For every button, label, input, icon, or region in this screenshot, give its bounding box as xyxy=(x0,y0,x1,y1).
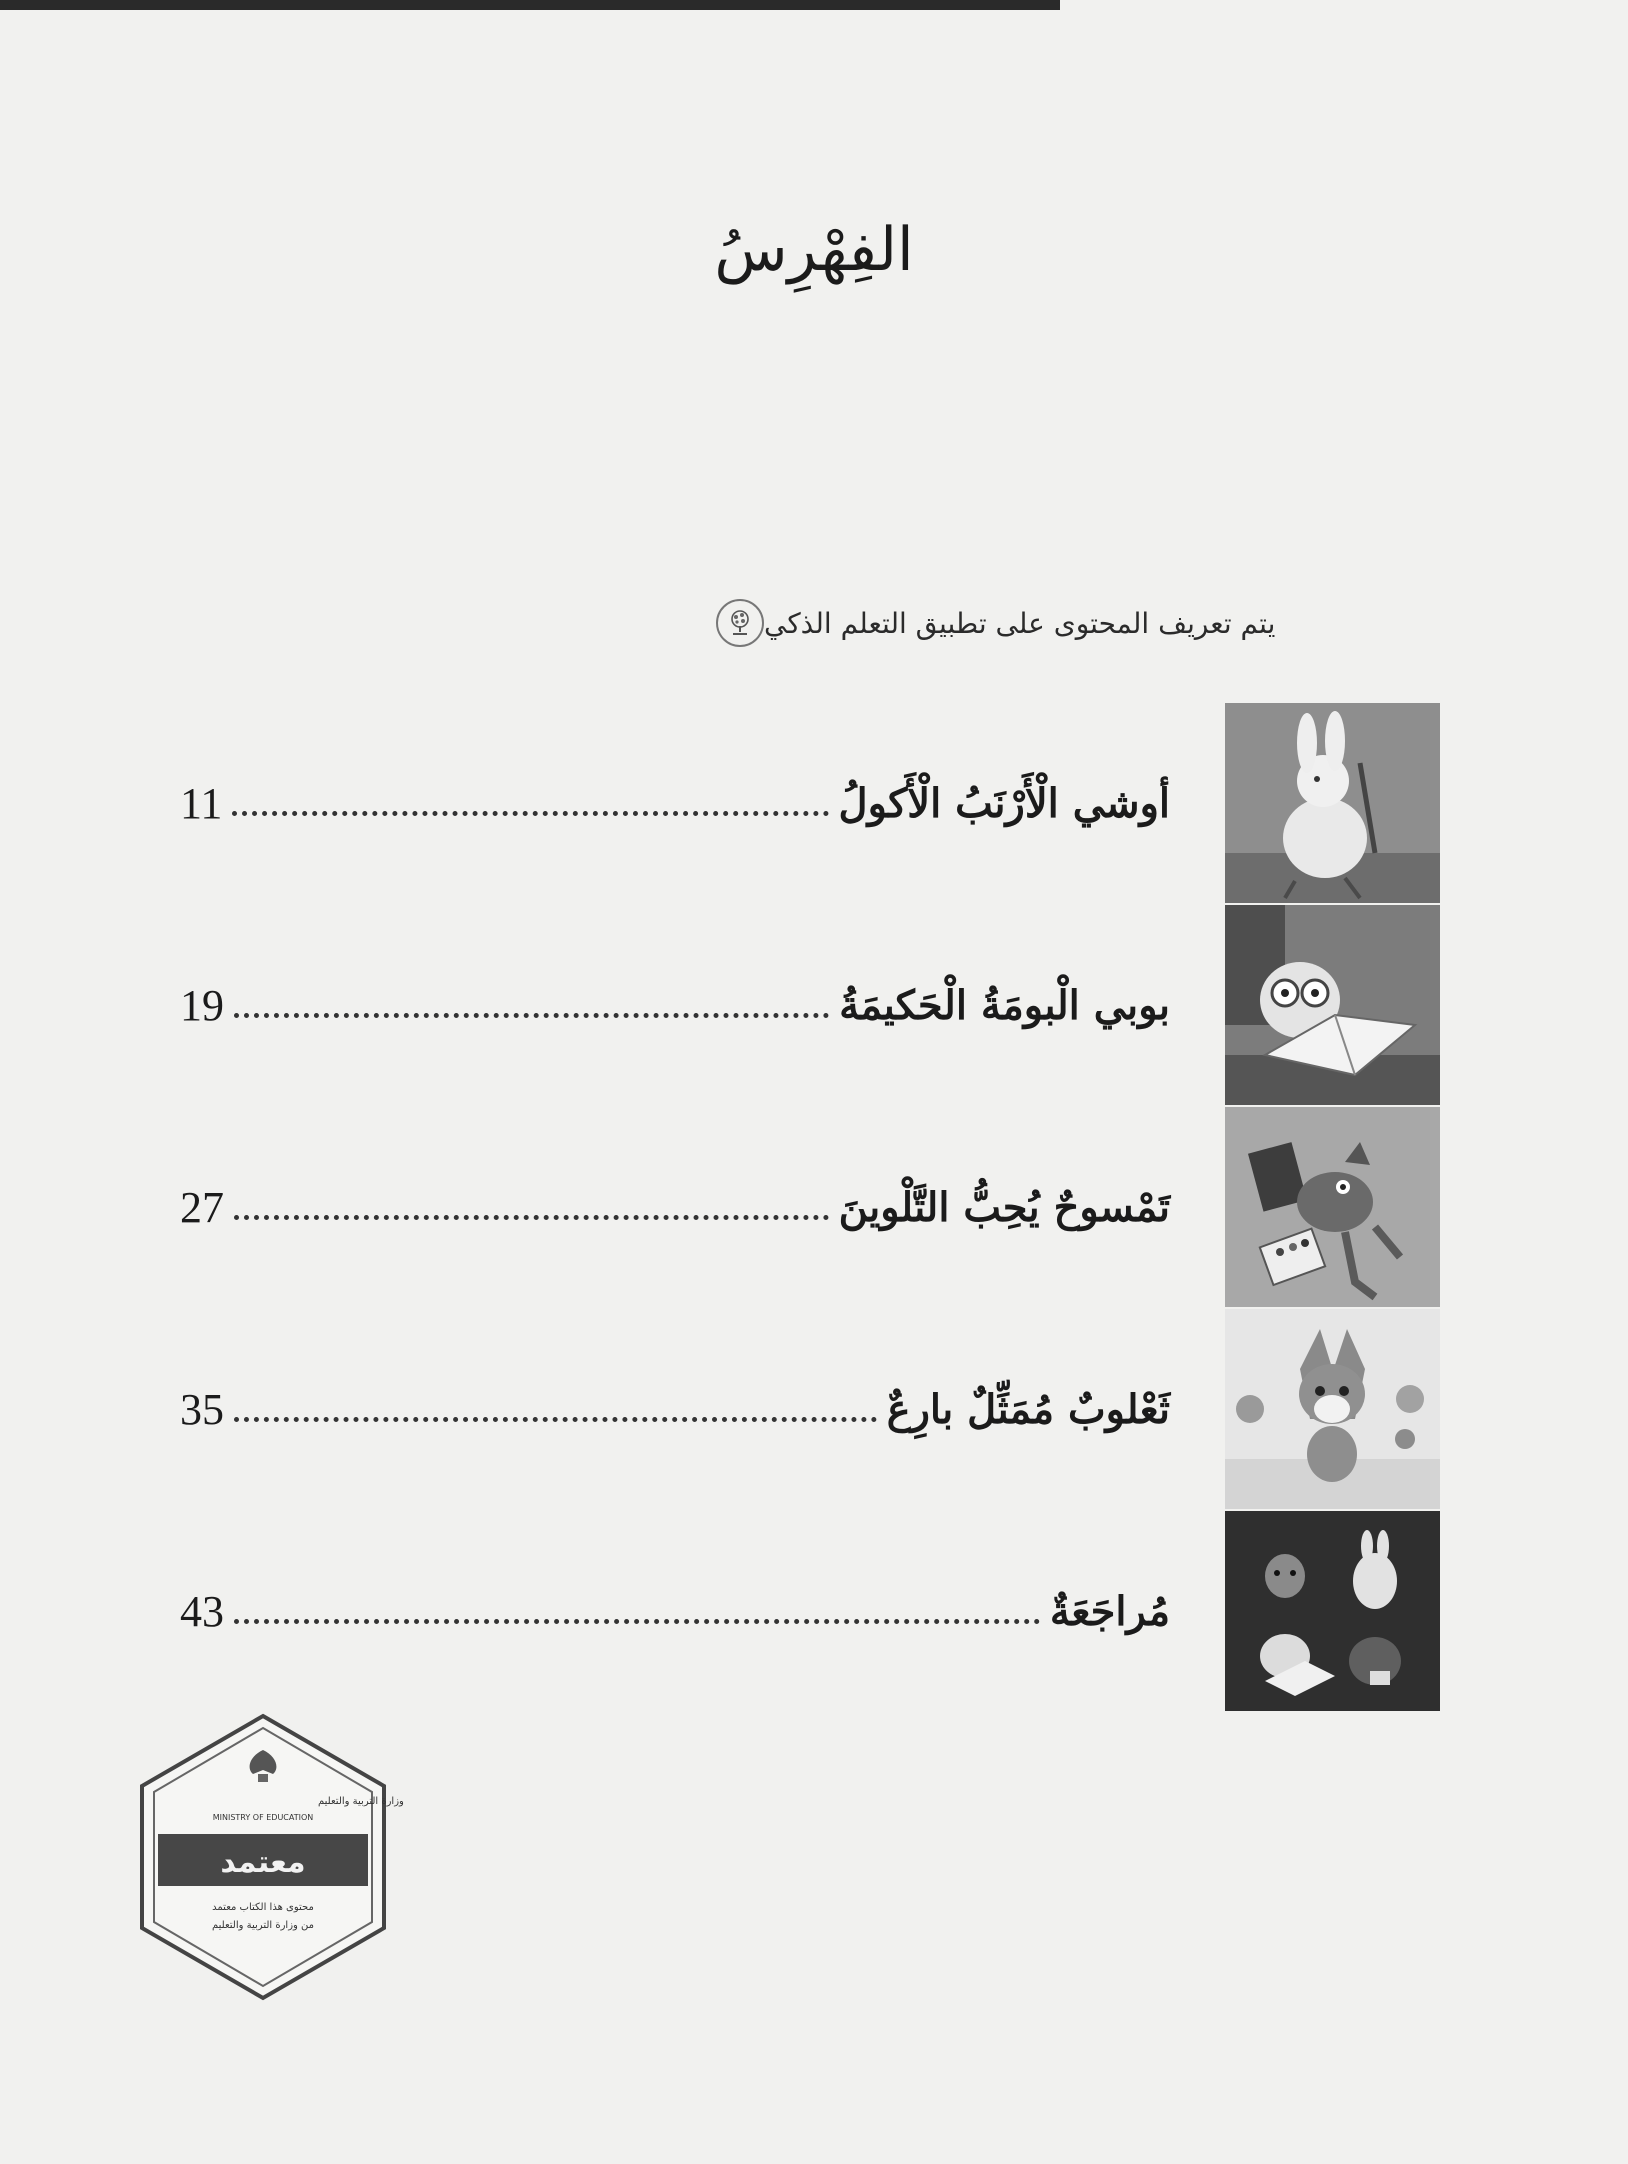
toc-title: أوشي الْأَرْنَبُ الْأَكولُ xyxy=(838,779,1170,827)
page-title: الفِهْرِسُ xyxy=(714,215,914,285)
dot-leader xyxy=(232,811,828,816)
toc-entry xyxy=(180,1379,1170,1439)
seal-approved: معتمد xyxy=(220,1845,306,1880)
toc-row[interactable] xyxy=(170,1107,1440,1307)
scan-top-edge xyxy=(0,0,1060,10)
dot-leader xyxy=(234,1417,877,1422)
toc-title: تَمْسوحٌ يُحِبُّ التَّلْوينَ xyxy=(838,1183,1170,1231)
rabbit-illustration xyxy=(1225,703,1440,903)
toc-entry xyxy=(180,773,1170,833)
dot-leader xyxy=(234,1215,829,1220)
toc-page-number: 43 xyxy=(180,1586,224,1636)
toc-row[interactable] xyxy=(170,1511,1440,1711)
seal-ministry-en: MINISTRY OF EDUCATION xyxy=(212,1813,314,1822)
toc-row[interactable] xyxy=(170,703,1440,903)
ministry-approval-seal xyxy=(138,1712,404,2002)
toc-page-number: 35 xyxy=(180,1384,224,1434)
owl-illustration xyxy=(1225,905,1440,1105)
tree-logo-icon xyxy=(716,599,764,647)
toc-page-number: 27 xyxy=(180,1182,224,1232)
toc-title: مُراجَعَةٌ xyxy=(1049,1587,1170,1635)
toc-row[interactable] xyxy=(170,905,1440,1105)
seal-caption-line2: من وزارة التربية والتعليم xyxy=(211,1920,315,1931)
fox-illustration xyxy=(1225,1309,1440,1509)
smart-learning-note xyxy=(700,598,1420,648)
toc-entry xyxy=(180,1177,1170,1237)
dot-leader xyxy=(234,1619,1040,1624)
review-illustration xyxy=(1225,1511,1440,1711)
toc-entry xyxy=(180,975,1170,1035)
toc-page-number: 11 xyxy=(180,778,223,828)
toc-page-number: 19 xyxy=(180,980,224,1030)
seal-ministry-ar: وزارة التربية والتعليم xyxy=(318,1796,404,1807)
toc-title: بوبي الْبومَةُ الْحَكيمَةُ xyxy=(839,981,1170,1029)
seal-caption-line1: محتوى هذا الكتاب معتمد xyxy=(212,1902,314,1913)
dot-leader xyxy=(234,1013,829,1018)
toc-row[interactable] xyxy=(170,1309,1440,1509)
note-text: يتم تعريف المحتوى على تطبيق التعلم الذكي xyxy=(764,606,1276,640)
toc-entry xyxy=(180,1581,1170,1641)
crocodile-illustration xyxy=(1225,1107,1440,1307)
toc-title: ثَعْلوبٌ مُمَثِّلٌ بارِعٌ xyxy=(886,1385,1170,1433)
